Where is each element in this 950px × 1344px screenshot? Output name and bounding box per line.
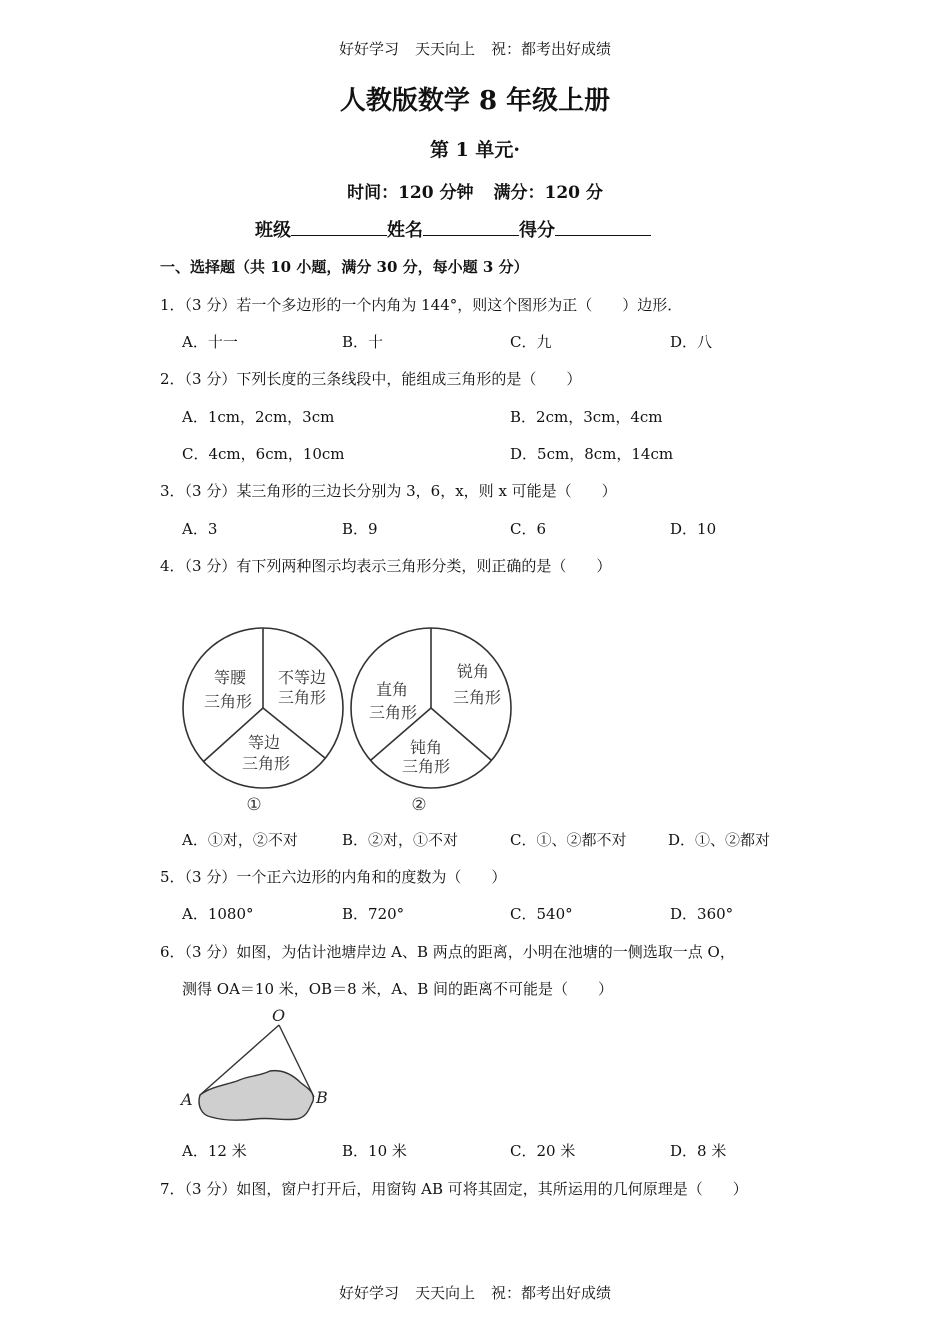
q3-option-d[interactable]: D．10	[670, 520, 717, 538]
q5-option-d[interactable]: D．360°	[670, 905, 734, 923]
question-6-stem: 6．（3 分）如图，为估计池塘岸边 A、B 两点的距离，小明在池塘的一侧选取一点 O，	[160, 943, 735, 961]
c2-acute-l1: 锐角	[456, 662, 490, 681]
pond-figure	[175, 1005, 345, 1130]
student-fields	[255, 216, 651, 242]
header-motto-1: 好好学习	[338, 40, 399, 58]
question-6-stem-line2: 测得 OA＝10 米，OB＝8 米，A、B 间的距离不可能是（ ）	[182, 980, 614, 998]
circle-1-caption: ①	[246, 795, 262, 815]
name-blank[interactable]	[423, 217, 519, 236]
q3-option-b[interactable]: B．9	[342, 520, 378, 538]
classification-circle-2	[351, 628, 511, 815]
q1-option-d[interactable]: D．八	[670, 333, 713, 351]
class-label: 班级	[255, 220, 291, 241]
point-a-label: A	[181, 1090, 193, 1109]
circle-2-caption: ②	[411, 795, 427, 815]
q6-option-a[interactable]: A．12 米	[182, 1142, 247, 1160]
q1-option-c[interactable]: C．九	[510, 333, 552, 351]
q6-option-d[interactable]: D．8 米	[670, 1142, 727, 1160]
q1-option-b[interactable]: B．十	[342, 333, 384, 351]
question-7-stem: 7．（3 分）如图，窗户打开后，用窗钩 AB 可将其固定，其所运用的几何原理是（ ）	[160, 1180, 748, 1198]
q1-option-a[interactable]: A．十一	[182, 333, 238, 351]
q5-option-c[interactable]: C．540°	[510, 905, 573, 923]
c2-acute-l2: 三角形	[452, 688, 502, 707]
q3-option-c[interactable]: C．6	[510, 520, 547, 538]
q2-option-c[interactable]: C．4cm，6cm，10cm	[182, 445, 345, 463]
c2-right-l1: 直角	[375, 680, 409, 699]
q4-option-c[interactable]: C．①、②都不对	[510, 831, 627, 849]
q4-option-b[interactable]: B．②对，①不对	[342, 831, 459, 849]
score-label: 得分	[519, 220, 555, 241]
q4-option-a[interactable]: A．①对，②不对	[182, 831, 298, 849]
c1-equilateral-l1: 等边	[247, 733, 281, 752]
q2-option-a[interactable]: A．1cm，2cm，3cm	[182, 408, 335, 426]
c1-scalene-l2: 三角形	[277, 688, 327, 707]
question-3-stem: 3．（3 分）某三角形的三边长分别为 3，6，x，则 x 可能是（ ）	[160, 482, 617, 500]
q6-option-b[interactable]: B．10 米	[342, 1142, 407, 1160]
triangle-classification-figure	[175, 620, 515, 820]
c1-scalene-l1: 不等边	[277, 668, 327, 687]
question-1-stem: 1．（3 分）若一个多边形的一个内角为 144°，则这个图形为正（ ）边形．	[160, 296, 683, 314]
footer-motto-2: 天天向上	[414, 1284, 475, 1302]
q2-option-b[interactable]: B．2cm，3cm，4cm	[510, 408, 663, 426]
header-motto-2: 天天向上	[414, 40, 475, 58]
header-motto-3: 祝：都考出好成绩	[491, 40, 612, 58]
c1-isosceles-l2: 三角形	[203, 692, 253, 711]
c2-right-l2: 三角形	[368, 703, 418, 722]
question-2-stem: 2．（3 分）下列长度的三条线段中，能组成三角形的是（ ）	[160, 370, 582, 388]
footer-motto-1: 好好学习	[338, 1284, 399, 1302]
c1-isosceles-l1: 等腰	[213, 668, 247, 687]
pond-shape	[199, 1071, 313, 1121]
q5-option-a[interactable]: A．1080°	[182, 905, 254, 923]
name-label: 姓名	[387, 220, 423, 241]
point-o-label: O	[272, 1006, 286, 1025]
q2-option-d[interactable]: D．5cm，8cm，14cm	[510, 445, 674, 463]
page-header	[0, 38, 950, 59]
section-heading: 一、选择题（共 10 小题，满分 30 分，每小题 3 分）	[160, 258, 529, 276]
c2-obtuse-l1: 钝角	[409, 738, 443, 757]
time-limit: 时间：120 分钟	[347, 183, 474, 203]
score-blank[interactable]	[555, 217, 651, 236]
page-footer	[0, 1282, 950, 1303]
c1-equilateral-l2: 三角形	[241, 754, 291, 773]
question-5-stem: 5．（3 分）一个正六边形的内角和的度数为（ ）	[160, 868, 507, 886]
full-score: 满分：120 分	[493, 183, 603, 203]
question-4-stem: 4．（3 分）有下列两种图示均表示三角形分类，则正确的是（ ）	[160, 557, 612, 575]
footer-motto-3: 祝：都考出好成绩	[491, 1284, 612, 1302]
q6-option-c[interactable]: C．20 米	[510, 1142, 576, 1160]
classification-circle-1	[183, 628, 343, 815]
point-b-label: B	[316, 1088, 328, 1107]
unit-subtitle: 第 1 单元·	[429, 139, 521, 161]
page-title: 人教版数学 8 年级上册	[339, 86, 611, 116]
class-blank[interactable]	[291, 217, 387, 236]
q3-option-a[interactable]: A．3	[182, 520, 218, 538]
c2-obtuse-l2: 三角形	[401, 757, 451, 776]
q4-option-d[interactable]: D．①、②都对	[668, 831, 771, 849]
q5-option-b[interactable]: B．720°	[342, 905, 405, 923]
exam-info	[0, 178, 950, 203]
